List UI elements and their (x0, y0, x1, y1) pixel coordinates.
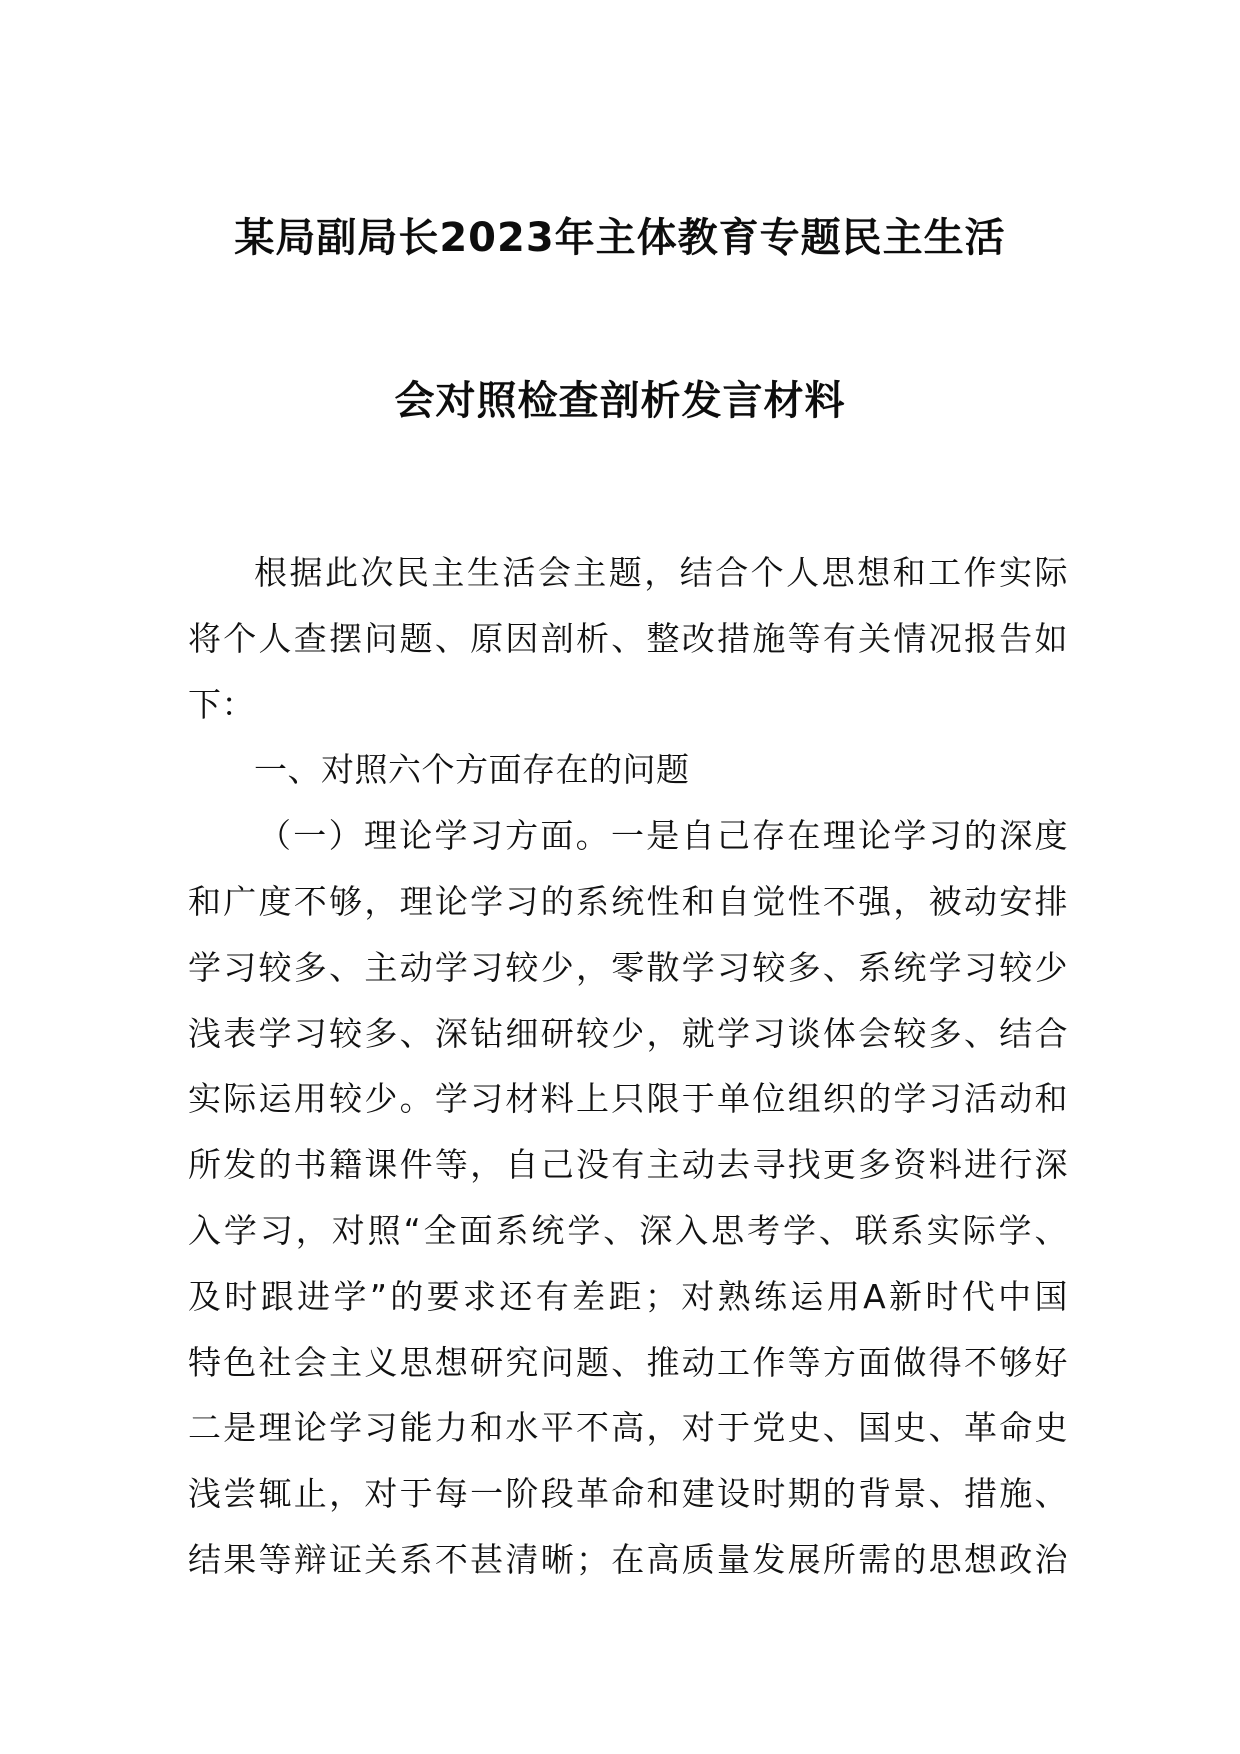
body-line: 所发的书籍课件等，自己没有主动去寻找更多资料进行深 (188, 1145, 1068, 1185)
body-line: 和广度不够，理论学习的系统性和自觉性不强，被动安排 (188, 881, 1068, 921)
body-line: 浅尝辄止，对于每一阶段革命和建设时期的背景、措施、 (188, 1474, 1068, 1514)
body-line: 二是理论学习能力和水平不高，对于党史、国史、革命史 (188, 1408, 1068, 1448)
document-body (188, 540, 1068, 1593)
body-line: 将个人查摆问题、原因剖析、整改措施等有关情况报告如 (188, 618, 1068, 658)
body-line: 特色社会主义思想研究问题、推动工作等方面做得不够好 (188, 1342, 1068, 1382)
body-line: 实际运用较少。学习材料上只限于单位组织的学习活动和 (188, 1079, 1068, 1119)
body-line: 入学习，对照“全面系统学、深入思考学、联系实际学、 (188, 1210, 1068, 1250)
document-title-line-2: 会对照检查剖析发言材料 (394, 378, 846, 424)
body-line: 浅表学习较多、深钻细研较少，就学习谈体会较多、结合 (188, 1013, 1068, 1053)
body-line: （一）理论学习方面。一是自己存在理论学习的深度 (258, 816, 1068, 856)
body-line: 学习较多、主动学习较少，零散学习较多、系统学习较少 (188, 947, 1068, 987)
body-line: 结果等辩证关系不甚清晰；在高质量发展所需的思想政治 (188, 1539, 1068, 1579)
document-title-line-1: 某局副局长2023年主体教育专题民主生活 (234, 215, 1006, 261)
section-heading: 一、对照六个方面存在的问题 (254, 750, 690, 790)
body-line: 下： (188, 684, 255, 724)
body-line: 及时跟进学”的要求还有差距；对熟练运用A新时代中国 (188, 1276, 1068, 1316)
body-line: 根据此次民主生活会主题，结合个人思想和工作实际 (254, 553, 1068, 592)
